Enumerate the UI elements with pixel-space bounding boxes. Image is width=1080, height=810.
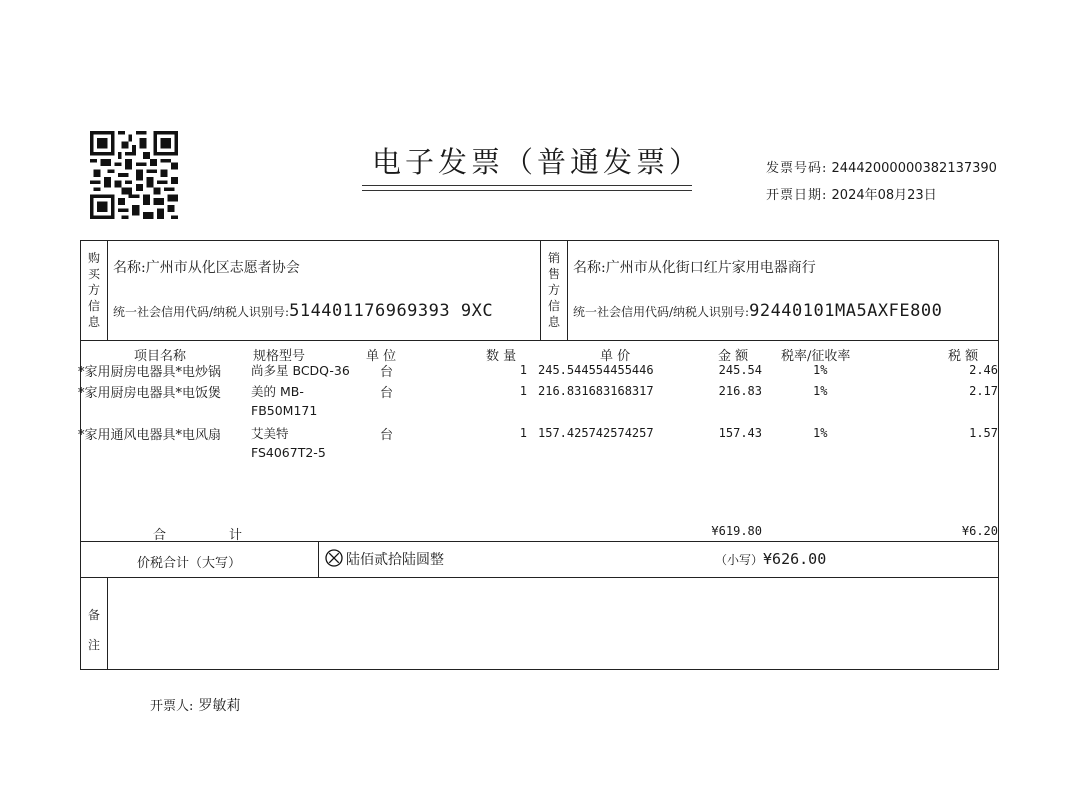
item-unit: 台 bbox=[380, 428, 394, 443]
item-rate: 1% bbox=[813, 363, 828, 377]
title-underline-double bbox=[362, 190, 692, 191]
buyer-taxid-label: 统一社会信用代码/纳税人识别号: bbox=[113, 305, 290, 319]
grand-total-upper: 陆佰贰拾陆圆整 bbox=[346, 552, 444, 568]
item-amount: 216.83 bbox=[718, 384, 762, 398]
totals-label-b: 计 bbox=[229, 528, 243, 543]
item-rate: 1% bbox=[813, 426, 828, 440]
seller-label-divider bbox=[567, 240, 568, 340]
invoice-date-row bbox=[766, 184, 937, 203]
seller-taxid-row bbox=[573, 301, 942, 321]
grand-total-bottom-line bbox=[80, 577, 999, 578]
col-header-tax: 税 额 bbox=[948, 349, 979, 364]
grand-total-small: ¥626.00 bbox=[763, 550, 827, 568]
item-tax: 2.17 bbox=[969, 384, 998, 398]
seller-name-row bbox=[573, 257, 816, 277]
totals-tax: ¥6.20 bbox=[961, 524, 998, 538]
item-tax: 2.46 bbox=[969, 363, 998, 377]
seller-section-label: 销 售 方 信 息 bbox=[547, 251, 560, 329]
item-qty: 1 bbox=[519, 363, 527, 377]
seller-name: 广州市从化街口红片家用电器商行 bbox=[605, 260, 816, 276]
grand-total-divider bbox=[318, 541, 319, 577]
item-name: *家用厨房电器具*电炒锅 bbox=[78, 365, 222, 380]
totals-label-a: 合 bbox=[153, 528, 167, 543]
invoice-date: 2024年08月23日 bbox=[831, 188, 937, 203]
item-amount: 245.54 bbox=[718, 363, 762, 377]
item-rate: 1% bbox=[813, 384, 828, 398]
invoice-number-label: 发票号码: bbox=[766, 161, 828, 176]
title-underline bbox=[362, 185, 692, 186]
buyer-name: 广州市从化区志愿者协会 bbox=[145, 260, 300, 276]
item-spec-line2: FB50M171 bbox=[251, 403, 318, 418]
item-unit: 台 bbox=[380, 365, 394, 380]
issuer-name: 罗敏莉 bbox=[198, 698, 241, 714]
col-header-price: 单 价 bbox=[600, 349, 631, 364]
item-tax: 1.57 bbox=[969, 426, 998, 440]
item-unit: 台 bbox=[380, 386, 394, 401]
grand-total-top-line bbox=[80, 541, 999, 542]
x-circle-icon bbox=[325, 549, 343, 567]
item-spec-line2: FS4067T2-5 bbox=[251, 445, 326, 460]
invoice-date-label: 开票日期: bbox=[766, 188, 828, 203]
invoice-number-row bbox=[766, 157, 997, 176]
buyer-label-divider bbox=[107, 240, 108, 340]
issuer-row bbox=[150, 695, 240, 715]
totals-amount: ¥619.80 bbox=[711, 524, 762, 538]
item-price: 245.544554455446 bbox=[538, 363, 654, 377]
grand-total-small-row bbox=[715, 549, 826, 568]
item-qty: 1 bbox=[519, 384, 527, 398]
buyer-section-label: 购 买 方 信 息 bbox=[87, 251, 100, 329]
seller-name-label: 名称: bbox=[573, 260, 606, 276]
remarks-label-divider bbox=[107, 577, 108, 670]
buyer-taxid: 514401176969393 9XC bbox=[289, 301, 494, 321]
item-spec: 艾美特 bbox=[251, 426, 289, 441]
col-header-name: 项目名称 bbox=[134, 349, 187, 364]
party-section-bottom bbox=[80, 340, 999, 341]
issuer-label: 开票人: bbox=[150, 699, 194, 714]
invoice-number: 24442000000382137390 bbox=[831, 161, 997, 176]
grand-total-small-label: （小写） bbox=[715, 553, 764, 567]
item-name: *家用通风电器具*电风扇 bbox=[78, 428, 222, 443]
item-price: 157.425742574257 bbox=[538, 426, 654, 440]
buyer-taxid-row bbox=[113, 301, 493, 321]
col-header-qty: 数 量 bbox=[486, 349, 517, 364]
seller-taxid: 92440101MA5AXFE800 bbox=[749, 301, 943, 321]
seller-taxid-label: 统一社会信用代码/纳税人识别号: bbox=[573, 305, 750, 319]
buyer-name-row bbox=[113, 257, 300, 277]
item-spec: 尚多星 BCDQ-36 bbox=[251, 363, 350, 378]
col-header-amount: 金 额 bbox=[718, 349, 749, 364]
qr-code bbox=[90, 131, 178, 219]
buyer-name-label: 名称: bbox=[113, 260, 146, 276]
buyer-seller-divider bbox=[540, 240, 541, 340]
item-name: *家用厨房电器具*电饭煲 bbox=[78, 386, 222, 401]
col-header-spec: 规格型号 bbox=[253, 349, 306, 364]
item-price: 216.831683168317 bbox=[538, 384, 654, 398]
remarks-label: 备 注 bbox=[87, 608, 100, 652]
item-qty: 1 bbox=[519, 426, 527, 440]
col-header-unit: 单 位 bbox=[366, 349, 397, 364]
item-spec: 美的 MB- bbox=[251, 384, 304, 399]
grand-total-label: 价税合计（大写） bbox=[137, 556, 242, 571]
invoice-title: 电子发票（普通发票） bbox=[372, 145, 703, 179]
item-amount: 157.43 bbox=[718, 426, 762, 440]
col-header-rate: 税率/征收率 bbox=[781, 349, 851, 364]
